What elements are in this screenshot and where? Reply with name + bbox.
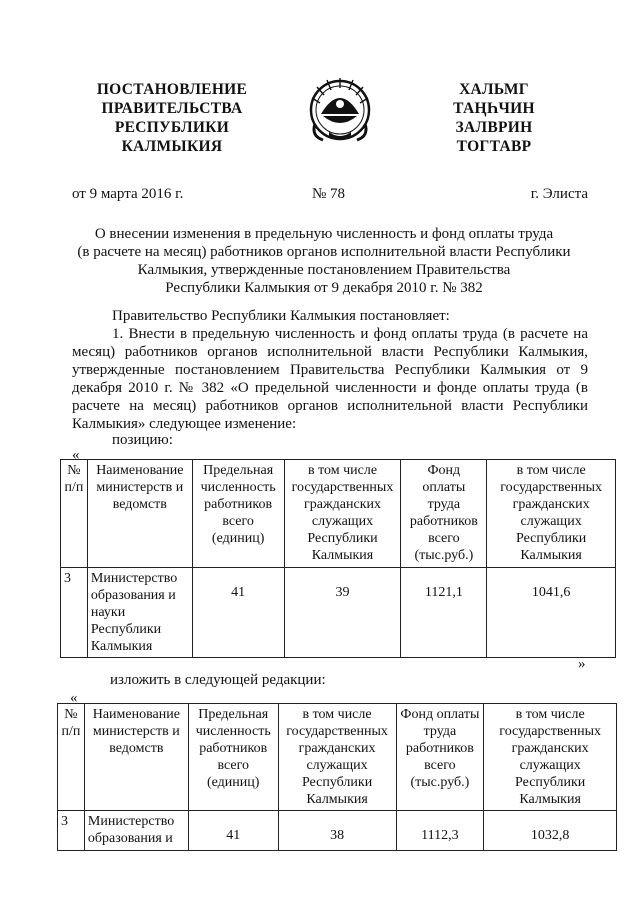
header-num: № п/п bbox=[58, 704, 85, 811]
header-left-line: РЕСПУБЛИКИ bbox=[114, 119, 230, 136]
title-line: (в расчете на месяц) работников органов исполнительной власти Республики bbox=[77, 244, 571, 260]
row-limit-cell bbox=[188, 811, 278, 851]
row-limit: 41 bbox=[231, 585, 246, 600]
paragraph-line: утвержденные постановлением Правительства Республики Калмыкия от 9 bbox=[72, 362, 588, 378]
table-old bbox=[60, 459, 616, 658]
paragraph-line: расчете на месяц) работников органов исполнительной власти Республики bbox=[72, 398, 588, 414]
header-fund: Фонд оплаты труда работников всего (тыс.руб.) bbox=[401, 460, 487, 568]
row-fund-cell bbox=[396, 811, 484, 851]
table-row bbox=[58, 811, 617, 851]
header-right-line: ТАҢҺЧИН bbox=[453, 100, 535, 117]
replace-label: изложить в следующей редакции: bbox=[110, 672, 326, 688]
row-fund-civil: 1041,6 bbox=[531, 585, 571, 600]
header-name: Наименование министерств и ведомств bbox=[84, 704, 188, 811]
row-num: 3 bbox=[58, 811, 85, 851]
row-fund-cell bbox=[401, 568, 487, 658]
kalmykia-coat-of-arms-icon bbox=[307, 74, 373, 148]
row-fund: 1121,1 bbox=[424, 585, 463, 600]
paragraph-line: Калмыкия» следующее изменение: bbox=[72, 416, 297, 432]
header-left-line: КАЛМЫКИЯ bbox=[121, 138, 223, 155]
header-right-line: ХАЛЬМГ bbox=[459, 81, 529, 98]
row-limit-cell bbox=[192, 568, 284, 658]
row-civil: 38 bbox=[330, 828, 345, 843]
header-fund: Фонд оплаты труда работников всего (тыс.руб.) bbox=[396, 704, 484, 811]
table-header-row bbox=[58, 704, 617, 811]
title-line: Калмыкия, утвержденные постановлением Правительства bbox=[137, 262, 511, 278]
paragraph-1 bbox=[72, 325, 588, 433]
table-new bbox=[57, 703, 617, 851]
row-fund-civil: 1032,8 bbox=[530, 828, 570, 843]
row-name: Министерство образования и bbox=[84, 811, 188, 851]
document-title bbox=[40, 225, 608, 297]
position-label: позицию: bbox=[112, 432, 173, 448]
quote-open: « bbox=[70, 690, 78, 706]
header-fund-civil: в том числе государственных гражданских служащих Республики Калмыкия bbox=[484, 704, 617, 811]
header-name: Наименование министерств и ведомств bbox=[87, 460, 192, 568]
header-left-line: ПРАВИТЕЛЬСТВА bbox=[101, 100, 243, 117]
paragraph-line: месяц) работников органов исполнительной власти Республики Калмыкия, bbox=[72, 344, 588, 360]
quote-close: » bbox=[578, 656, 586, 672]
title-line: О внесении изменения в предельную численность и фонд оплаты труда bbox=[94, 226, 554, 242]
quote-open: « bbox=[72, 447, 80, 463]
header-num: № п/п bbox=[61, 460, 88, 568]
row-limit: 41 bbox=[226, 828, 241, 843]
header-limit: Предельная численность работников всего (единиц) bbox=[192, 460, 284, 568]
row-civil-cell bbox=[278, 811, 396, 851]
document-date: от 9 марта 2016 г. bbox=[72, 186, 184, 202]
header-left bbox=[96, 80, 248, 156]
row-civil-cell bbox=[284, 568, 401, 658]
row-civil: 39 bbox=[335, 585, 350, 600]
row-name: Министерство образования и науки Республики Калмыкия bbox=[87, 568, 192, 658]
row-fund: 1112,3 bbox=[421, 828, 459, 843]
header-right-line: ЗАЛВРИН bbox=[455, 119, 533, 136]
paragraph-line: декабря 2010 г. № 382 «О предельной численности и фонде оплаты труда (в bbox=[72, 380, 588, 396]
header-civil: в том числе государственных гражданских служащих Республики Калмыкия bbox=[284, 460, 401, 568]
header-fund-civil: в том числе государственных гражданских служащих Республики Калмыкия bbox=[487, 460, 616, 568]
header-limit: Предельная численность работников всего (единиц) bbox=[188, 704, 278, 811]
table-header-row bbox=[61, 460, 616, 568]
table-row bbox=[61, 568, 616, 658]
header-right-line: ТОГТАВР bbox=[456, 138, 532, 155]
header-civil: в том числе государственных гражданских служащих Республики Калмыкия bbox=[278, 704, 396, 811]
document-city: г. Элиста bbox=[530, 186, 588, 202]
header-right bbox=[444, 80, 544, 156]
intro-line: Правительство Республики Калмыкия постановляет: bbox=[112, 308, 450, 324]
paragraph-line: 1. Внести в предельную численность и фонд оплаты труда (в расчете на bbox=[112, 326, 588, 342]
header-left-line: ПОСТАНОВЛЕНИЕ bbox=[96, 81, 248, 98]
document-number: № 78 bbox=[312, 186, 346, 202]
row-fund-civil-cell bbox=[487, 568, 616, 658]
row-num: 3 bbox=[61, 568, 88, 658]
row-fund-civil-cell bbox=[484, 811, 617, 851]
title-line: Республики Калмыкия от 9 декабря 2010 г. № 382 bbox=[165, 280, 483, 296]
